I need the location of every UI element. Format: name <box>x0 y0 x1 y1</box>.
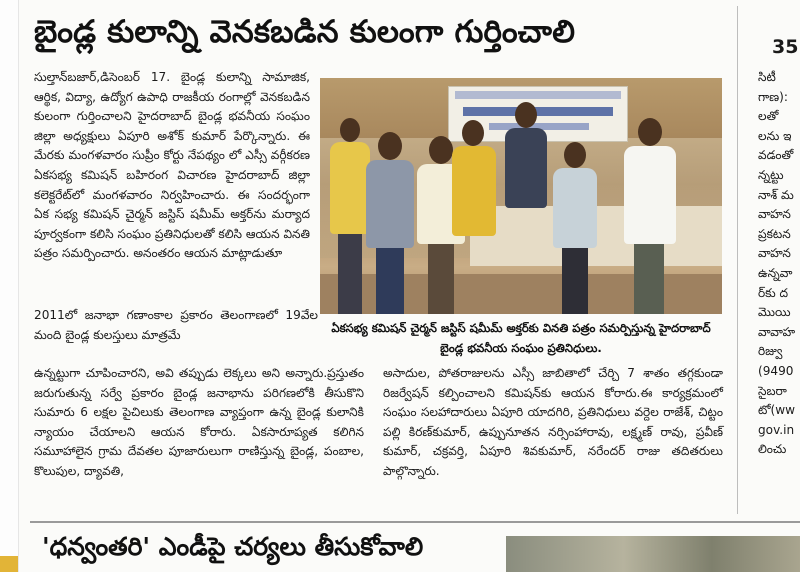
next-article-headline: 'ధన్వంతరి' ఎండీపై చర్యలు తీసుకోవాలి <box>42 532 424 561</box>
right-column-line: వావాహ <box>758 324 796 339</box>
right-column-line: సిటీ <box>758 70 776 84</box>
person-6 <box>550 142 600 314</box>
left-margin <box>0 0 19 572</box>
right-column-line: సైబరా <box>758 383 787 398</box>
right-column-line: నాశ్ మ <box>758 187 794 202</box>
right-column-line: (9490 <box>758 364 794 378</box>
right-column-line: వడంతో <box>758 148 794 163</box>
photo-caption: ఏకసభ్య కమిషన్ చైర్మన్ జస్టిస్ షమీమ్ అక్తర్‌కు వినతి పత్రం సమర్పిస్తున్న హైదరాబాద్ బైండ్ల భవనీయ సంఘం ప్రతినిధులు. <box>331 321 711 355</box>
right-column-line: మొయి <box>758 305 791 320</box>
page-corner-mark <box>0 556 18 572</box>
right-column-line: రిజ్వు <box>758 344 783 359</box>
right-column-heading: 35 <box>772 36 799 58</box>
right-column-line: గాణ): <box>758 89 788 104</box>
person-5 <box>502 102 550 212</box>
person-2 <box>362 132 418 314</box>
headline: బైండ్ల కులాన్ని వెనకబడిన కులంగా గుర్తించాలి <box>34 14 576 50</box>
right-column-line: ప్రకటన <box>758 226 791 241</box>
section-divider <box>30 521 800 523</box>
right-column-line: లించు <box>758 442 787 457</box>
article-paragraph-2: 2011లో జనాభా గణాంకాల ప్రకారం తెలంగాణలో 19వేల మంది బైండ్ల కులస్తులు మాత్రమే <box>34 308 318 342</box>
person-7 <box>620 118 680 314</box>
next-article-photo <box>506 536 800 572</box>
right-column-line: వాహన <box>758 246 791 261</box>
right-column-line: gov.in <box>758 422 795 437</box>
right-column-line: లను ఇ <box>758 128 792 143</box>
right-column-line: లతో <box>758 109 779 124</box>
right-column-line: వాహన <box>758 207 791 222</box>
person-4 <box>448 120 500 270</box>
right-column-line: టో(ww <box>758 403 796 418</box>
article-paragraph-3: ఉన్నట్టుగా చూపించారని, అవి తప్పుడు లెక్కలు అని అన్నారు.ప్రస్తుతం జరుగుతున్న సర్వే ప్రకారం బైండ్ల జనాభాను పరిగణలోకి తీసుకొని సుమారు 6 లక్షల పైచిలుకు తెలంగాణ వ్యాప్తంగా ఉన్న బైండ్ల కులానికి న్యాయం చేయాలని ఆయన కోరారు. ఏకసారూప్యత కలిగిన సమూహాలైన గ్రామ దేవతల పూజారులుగా రాణిస్తున్న బైండ్ల, పంబాల, కొలుపుల, ద్యావతి, <box>34 366 364 478</box>
article-photo <box>320 78 722 314</box>
right-column-line: ర్‌కు ద <box>758 285 789 300</box>
right-column-line: ఉన్నవా <box>758 266 793 280</box>
right-column-line: న్నట్టు <box>758 168 784 182</box>
right-column-article <box>758 0 800 520</box>
column-divider <box>737 6 738 514</box>
article-paragraph-4: అసాదుల, పోతరాజులను ఎస్సీ జాబితాలో చేర్చి 7 శాతం తగ్గకుండా రిజర్వేషన్ కల్పించాలని కమిషన్‌కు ఆయన కోరారు.ఈ కార్యక్రమంలో సంఘం సలహాదారులు ఏపూరి యాదగిరి, ప్రతినిధులు వర్దెల రాజేశ్, చిట్టం పల్లి కిరణ్‌కుమార్, ఉప్పునూతన నర్సింహారావు, లక్ష్మణ్ రావు, ప్రవీణ్ కుమార్, చక్రవర్తి, ఏపూరి శివకుమార్, నరేందర్ రాజు తదితరులు పాల్గొన్నారు. <box>383 366 723 478</box>
article-paragraph-1: సుల్తాన్‌బజార్,డిసెంబర్ 17. బైండ్ల కులాన్ని సామాజిక, ఆర్థిక, విద్యా, ఉద్యోగ ఉపాధి రాజకీయ రంగాల్లో వెనకబడిన కులంగా గుర్తించాలని హైదరాబాద్ బైండ్ల భవనీయ సంఘం జిల్లా అధ్యక్షులు ఏపూరి అశోక్ కుమార్ పేర్కొన్నారు. ఈ మేరకు మంగళవారం సుప్రీం కోర్టు నేపథ్యం లో ఎస్సీ వర్గీకరణ ఏకసభ్య కమిషన్ బహిరంగ విచారణ హైదరాబాద్ జిల్లా కలెక్టరేట్‌లో మంగళవారం నిర్వహించారు. ఈ సందర్భంగా ఏక సభ్య కమిషన్ చైర్మన్ జస్టిస్ షమీమ్ అక్తర్‌ను మర్యాద పూర్వకంగా కలిసి సంఘం ప్రతినిధులతో కలిసి ఆయన వినతి పత్రం సమర్పించారు. అనంతరం ఆయన మాట్లాడుతూ <box>34 70 310 261</box>
